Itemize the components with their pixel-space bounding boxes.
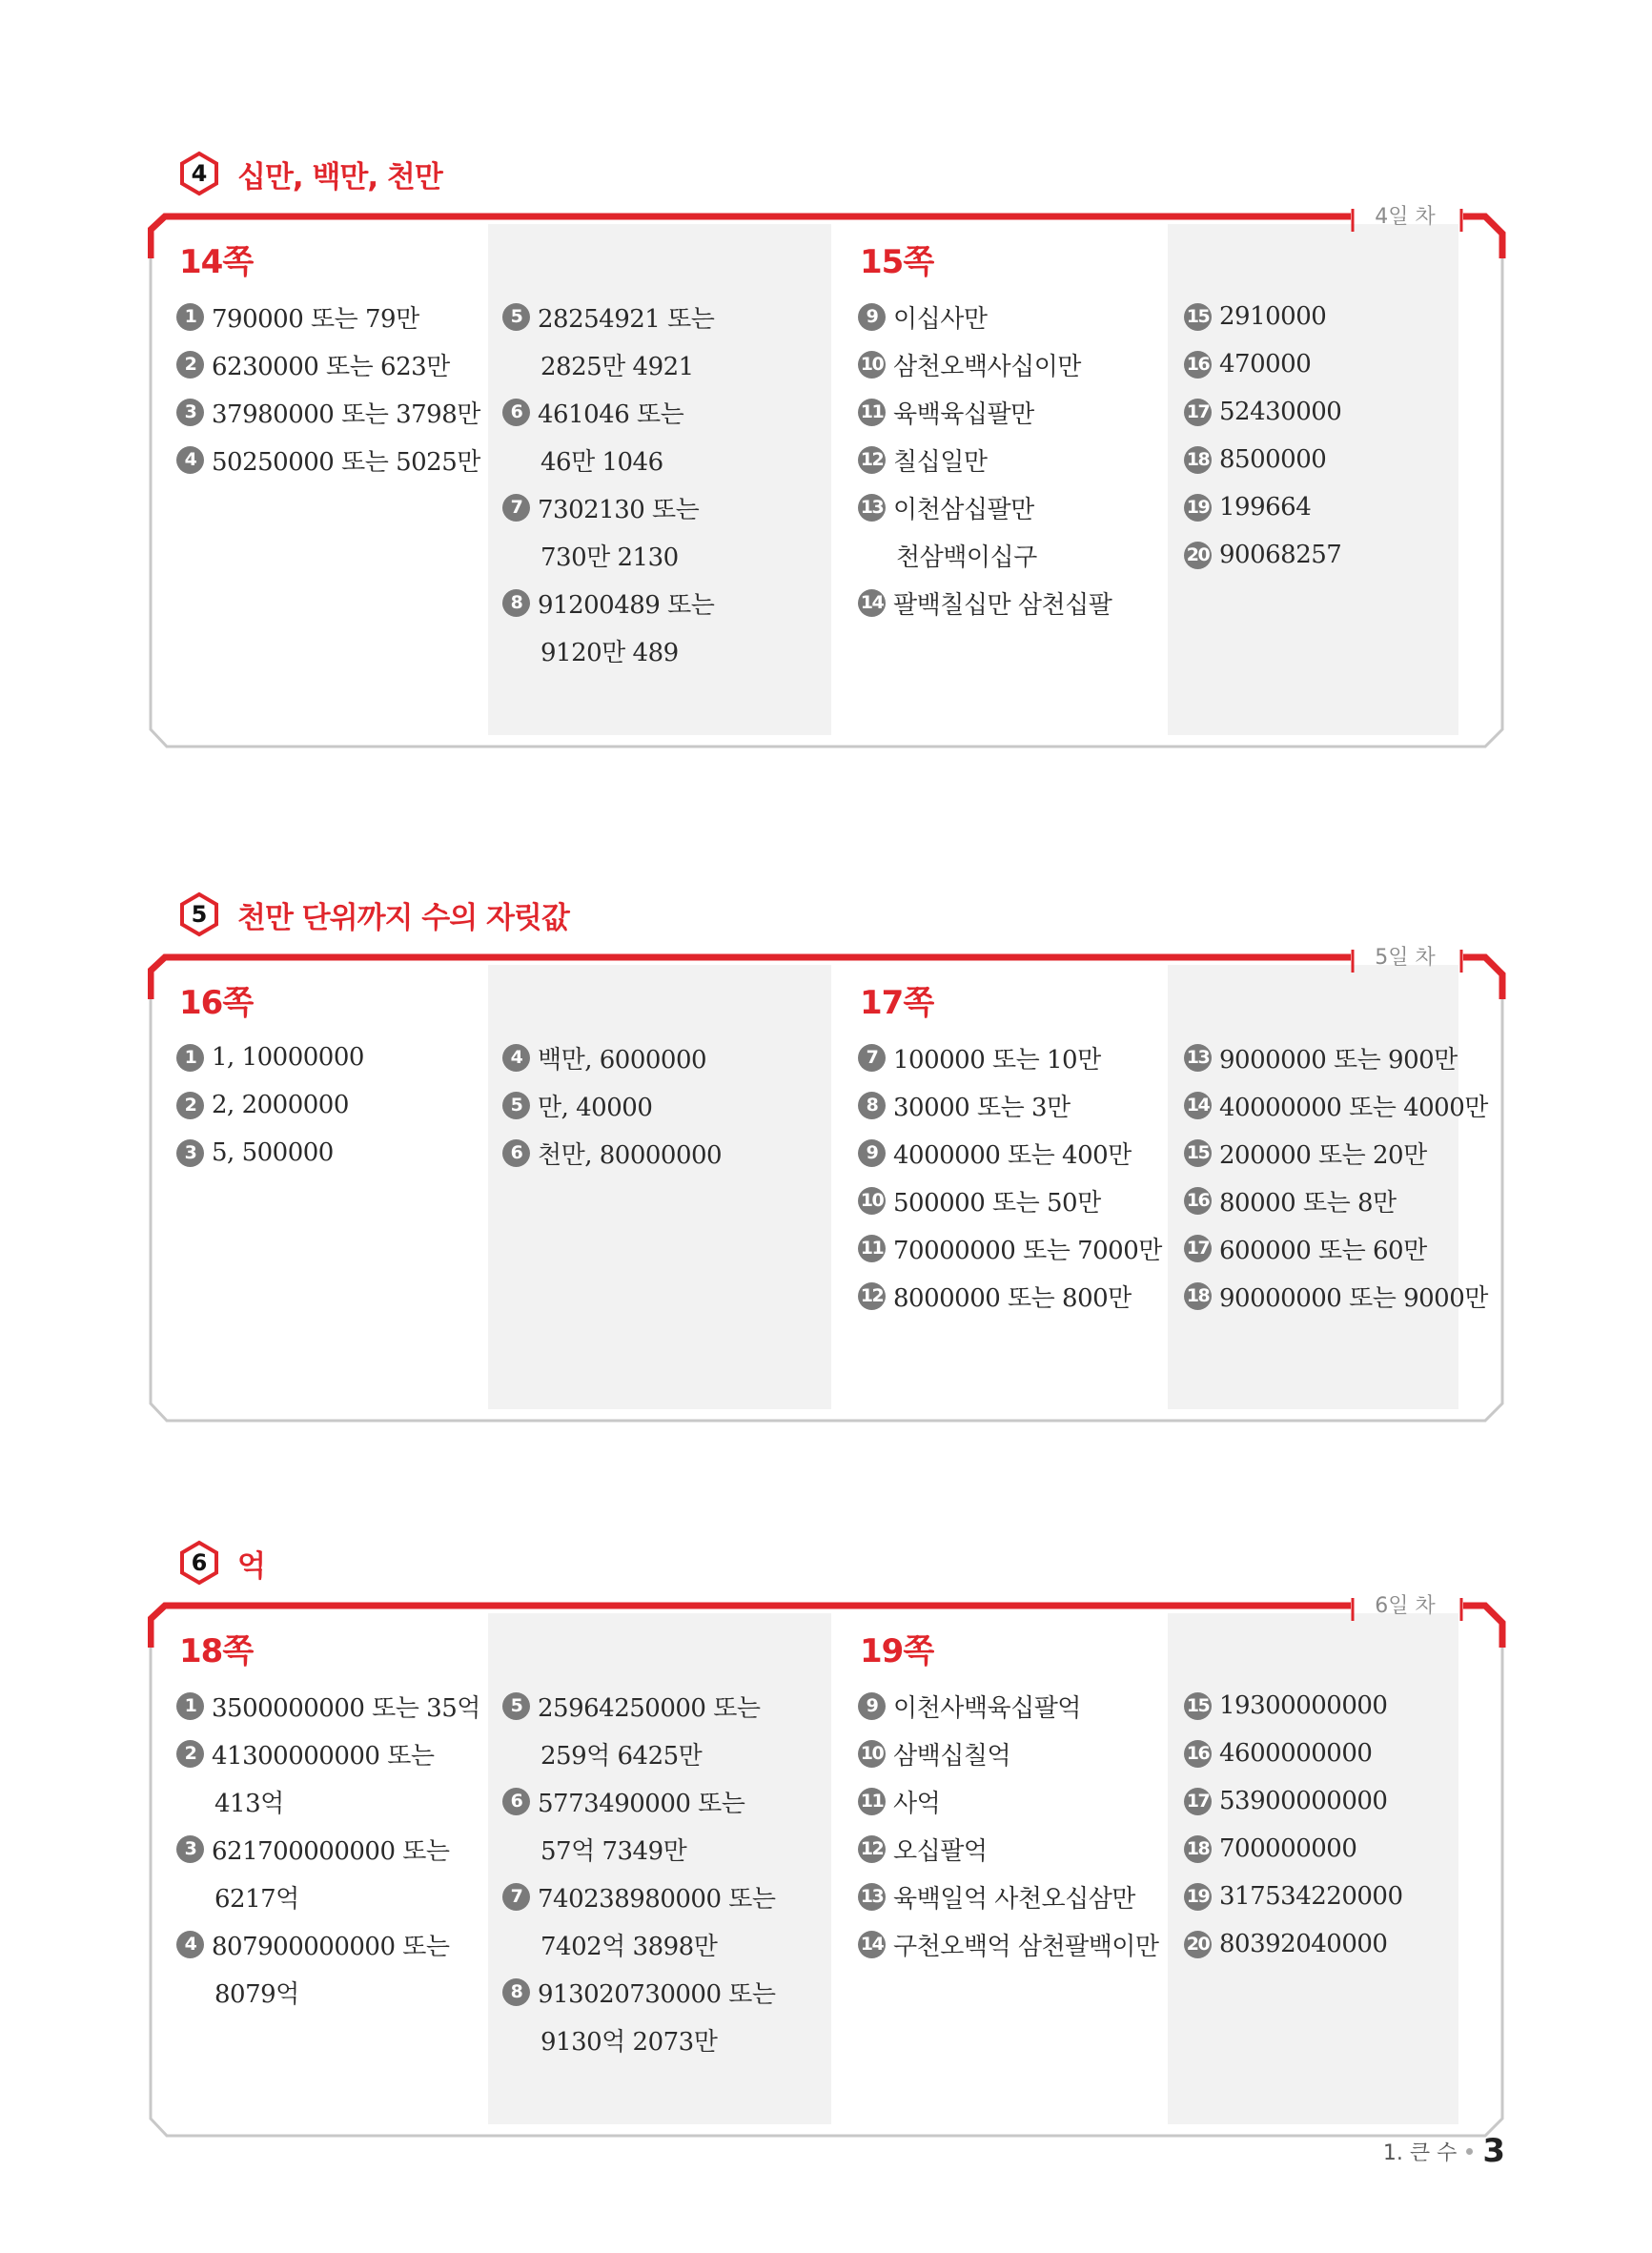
answer-text: 500000 또는 50만 (893, 1188, 1101, 1218)
answer-item (176, 1777, 480, 1825)
answer-item (858, 436, 1112, 483)
question-number-badge: 11 (858, 1235, 886, 1262)
answer-item (1184, 1873, 1403, 1920)
answer-item (1184, 436, 1341, 483)
hexagon-number-icon (176, 1540, 222, 1586)
answer-text: 이천사백육십팔억 (893, 1693, 1081, 1723)
answer-item (502, 293, 714, 340)
answer-text: 70000000 또는 7000만 (893, 1236, 1162, 1265)
answer-text: 2, 2000000 (212, 1091, 349, 1119)
answer-item (1184, 1777, 1403, 1825)
answer-item (502, 483, 714, 531)
answer-item (502, 626, 714, 674)
answer-text: 90000000 또는 9000만 (1219, 1283, 1488, 1313)
answer-text: 9000000 또는 900만 (1219, 1045, 1458, 1075)
answer-item (176, 1034, 364, 1081)
answer-text: 200000 또는 20만 (1219, 1140, 1427, 1170)
chapter-label: 1. 큰 수 (1382, 2140, 1458, 2165)
answer-text: 470000 (1219, 350, 1312, 379)
answer-item (858, 579, 1112, 626)
answer-item (176, 293, 480, 340)
answer-text: 100000 또는 10만 (893, 1045, 1101, 1075)
answer-item (176, 1920, 480, 1968)
answer-section-5 (0, 889, 1652, 1432)
answer-text: 40000000 또는 4000만 (1219, 1093, 1488, 1122)
answer-column (1184, 1682, 1403, 1968)
question-number-badge: 3 (176, 1835, 204, 1863)
question-number-badge: 7 (858, 1044, 886, 1072)
answer-text: 육백일억 사천오십삼만 (893, 1884, 1135, 1914)
answer-column (858, 1682, 1159, 1968)
answer-text: 700000000 (1219, 1834, 1357, 1863)
answer-text: 790000 또는 79만 (212, 304, 419, 334)
answer-column (176, 1682, 480, 2016)
answer-text: 5773490000 또는 (538, 1789, 745, 1818)
question-number-badge: 9 (858, 303, 886, 331)
answer-text: 317534220000 (1219, 1882, 1403, 1911)
page-label: 18쪽 (179, 1632, 254, 1670)
question-number-badge: 4 (176, 1931, 204, 1958)
question-number-badge: 18 (1184, 446, 1212, 474)
answer-text: 1, 10000000 (212, 1043, 364, 1072)
question-number-badge: 16 (1184, 351, 1212, 379)
question-number-badge: 7 (502, 494, 530, 522)
question-number-badge: 7 (502, 1883, 530, 1911)
answer-text: 칠십일만 (893, 447, 988, 477)
answer-text: 90068257 (1219, 541, 1342, 569)
answer-item (502, 531, 714, 579)
answer-item (1184, 1272, 1488, 1320)
day-label: 6일 차 (1375, 1593, 1436, 1618)
question-number-badge: 15 (1184, 303, 1212, 331)
answer-text: 91200489 또는 (538, 590, 715, 620)
day-label: 5일 차 (1375, 945, 1436, 970)
page-label: 15쪽 (860, 243, 934, 281)
question-number-badge: 14 (1184, 1092, 1212, 1119)
question-number-badge: 8 (858, 1092, 886, 1119)
page-number: 3 (1482, 2132, 1505, 2170)
answer-item (502, 340, 714, 388)
answer-item (176, 388, 480, 436)
question-number-badge: 12 (858, 1282, 886, 1310)
question-number-badge: 19 (1184, 1883, 1212, 1911)
answer-item (502, 1920, 776, 1968)
answer-item (858, 483, 1112, 531)
question-number-badge: 16 (1184, 1740, 1212, 1768)
answer-item (502, 436, 714, 483)
answer-text: 28254921 또는 (538, 304, 715, 334)
question-number-badge: 14 (858, 589, 886, 617)
answer-item (176, 1081, 364, 1129)
section-number: 4 (191, 160, 208, 187)
answer-text: 52430000 (1219, 398, 1342, 426)
answer-item (858, 1873, 1159, 1920)
question-number-badge: 12 (858, 1835, 886, 1863)
question-number-badge: 8 (502, 589, 530, 617)
answer-item (858, 1777, 1159, 1825)
answer-text: 600000 또는 60만 (1219, 1236, 1427, 1265)
answer-text: 팔백칠십만 삼천십팔 (893, 590, 1112, 620)
answer-column (1184, 1034, 1488, 1320)
answer-item (502, 388, 714, 436)
answer-text: 37980000 또는 3798만 (212, 399, 480, 429)
answer-item (1184, 1825, 1403, 1873)
answer-item (1184, 388, 1341, 436)
answer-item (502, 1825, 776, 1873)
answer-item (1184, 1224, 1488, 1272)
question-number-badge: 6 (502, 399, 530, 426)
answer-text: 9120만 489 (540, 638, 679, 667)
question-number-badge: 13 (1184, 1044, 1212, 1072)
answer-text: 5, 500000 (212, 1138, 334, 1167)
question-number-badge: 11 (858, 1788, 886, 1815)
answer-text: 오십팔억 (893, 1836, 988, 1866)
answer-column (502, 293, 714, 674)
question-number-badge: 9 (858, 1692, 886, 1720)
answer-column (176, 1034, 364, 1177)
question-number-badge: 18 (1184, 1282, 1212, 1310)
question-number-badge: 10 (858, 351, 886, 379)
answer-text: 807900000000 또는 (212, 1932, 450, 1961)
answer-text: 80392040000 (1219, 1930, 1388, 1958)
answer-text: 730만 2130 (540, 543, 679, 572)
answer-text: 50250000 또는 5025만 (212, 447, 480, 477)
answer-item (858, 1224, 1162, 1272)
question-number-badge: 12 (858, 446, 886, 474)
question-number-badge: 1 (176, 1044, 204, 1072)
question-number-badge: 14 (858, 1931, 886, 1958)
answer-text: 7302130 또는 (538, 495, 700, 524)
answer-text: 육백육십팔만 (893, 399, 1034, 429)
answer-item (858, 293, 1112, 340)
section-heading (176, 148, 442, 199)
question-number-badge: 5 (502, 1692, 530, 1720)
question-number-badge: 13 (858, 494, 886, 522)
page-label: 17쪽 (860, 984, 934, 1022)
section-title: 억 (237, 1548, 265, 1584)
question-number-badge: 10 (858, 1187, 886, 1215)
answer-text: 만, 40000 (538, 1093, 653, 1122)
answer-text: 25964250000 또는 (538, 1693, 761, 1723)
answer-item (858, 388, 1112, 436)
answer-item (858, 1825, 1159, 1873)
answer-text: 41300000000 또는 (212, 1741, 435, 1771)
answer-column (502, 1682, 776, 2063)
answer-text: 이천삼십팔만 (893, 495, 1034, 524)
answer-item (502, 1968, 776, 2016)
answer-column (858, 293, 1112, 626)
answer-text: 199664 (1219, 493, 1312, 522)
answer-item (1184, 1081, 1488, 1129)
answer-text: 621700000000 또는 (212, 1836, 450, 1866)
answer-text: 80000 또는 8만 (1219, 1188, 1397, 1218)
page-label: 19쪽 (860, 1632, 934, 1670)
question-number-badge: 18 (1184, 1835, 1212, 1863)
answer-item (502, 1129, 722, 1177)
answer-item (176, 1129, 364, 1177)
question-number-badge: 3 (176, 399, 204, 426)
question-number-badge: 1 (176, 303, 204, 331)
question-number-badge: 6 (502, 1788, 530, 1815)
answer-item (858, 1920, 1159, 1968)
question-number-badge: 5 (502, 1092, 530, 1119)
answer-text: 이십사만 (893, 304, 988, 334)
answer-item (1184, 340, 1341, 388)
question-number-badge: 17 (1184, 1235, 1212, 1262)
answer-item (1184, 483, 1341, 531)
question-number-badge: 17 (1184, 1788, 1212, 1815)
answer-item (858, 1081, 1162, 1129)
answer-text: 259억 6425만 (540, 1741, 703, 1771)
question-number-badge: 4 (502, 1044, 530, 1072)
answer-item (502, 1034, 722, 1081)
answer-text: 천삼백이십구 (896, 543, 1037, 572)
answer-text: 913020730000 또는 (538, 1979, 776, 2009)
question-number-badge: 10 (858, 1740, 886, 1768)
answer-text: 8500000 (1219, 445, 1327, 474)
question-number-badge: 2 (176, 1740, 204, 1768)
answer-text: 삼천오백사십이만 (893, 352, 1081, 381)
question-number-badge: 11 (858, 399, 886, 426)
answer-item (1184, 1682, 1403, 1730)
answer-text: 413억 (214, 1789, 284, 1818)
answer-text: 백만, 6000000 (538, 1045, 707, 1075)
answer-item (1184, 1034, 1488, 1081)
answer-item (176, 1682, 480, 1730)
question-number-badge: 15 (1184, 1139, 1212, 1167)
answer-text: 6217억 (214, 1884, 299, 1914)
question-number-badge: 3 (176, 1139, 204, 1167)
answer-text: 30000 또는 3만 (893, 1093, 1071, 1122)
question-number-badge: 2 (176, 1092, 204, 1119)
answer-column (176, 293, 480, 483)
page-label: 14쪽 (179, 243, 254, 281)
hexagon-number-icon (176, 151, 222, 196)
question-number-badge: 9 (858, 1139, 886, 1167)
answer-item (176, 1730, 480, 1777)
answer-item (502, 1730, 776, 1777)
answer-column (1184, 293, 1341, 579)
answer-text: 57억 7349만 (540, 1836, 687, 1866)
answer-item (858, 1129, 1162, 1177)
answer-text: 삼백십칠억 (893, 1741, 1011, 1771)
page-footer (1383, 2132, 1505, 2170)
answer-text: 2910000 (1219, 302, 1327, 331)
question-number-badge: 5 (502, 303, 530, 331)
answer-text: 2825만 4921 (540, 352, 694, 381)
answer-text: 4000000 또는 400만 (893, 1140, 1132, 1170)
section-title: 천만 단위까지 수의 자릿값 (237, 900, 569, 935)
answer-item (858, 531, 1112, 579)
section-number: 6 (191, 1549, 208, 1576)
question-number-badge: 19 (1184, 494, 1212, 522)
answer-item (858, 1730, 1159, 1777)
page-label: 16쪽 (179, 984, 254, 1022)
question-number-badge: 13 (858, 1883, 886, 1911)
question-number-badge: 4 (176, 446, 204, 474)
answer-item (1184, 293, 1341, 340)
question-number-badge: 8 (502, 1978, 530, 2006)
answer-text: 740238980000 또는 (538, 1884, 776, 1914)
hexagon-number-icon (176, 891, 222, 937)
answer-text: 천만, 80000000 (538, 1140, 723, 1170)
section-title: 십만, 백만, 천만 (237, 159, 442, 195)
answer-text: 8000000 또는 800만 (893, 1283, 1132, 1313)
question-number-badge: 6 (502, 1139, 530, 1167)
answer-item (502, 2016, 776, 2063)
section-heading (176, 1537, 265, 1588)
answer-item (858, 340, 1112, 388)
answer-text: 8079억 (214, 1979, 299, 2009)
section-heading (176, 889, 569, 940)
answer-item (1184, 1730, 1403, 1777)
question-number-badge: 20 (1184, 1931, 1212, 1958)
answer-text: 6230000 또는 623만 (212, 352, 450, 381)
answer-column (502, 1034, 722, 1177)
answer-text: 46만 1046 (540, 447, 663, 477)
answer-item (502, 1777, 776, 1825)
answer-text: 9130억 2073만 (540, 2027, 718, 2057)
answer-item (1184, 531, 1341, 579)
answer-item (502, 579, 714, 626)
answer-item (1184, 1129, 1488, 1177)
answer-item (176, 1825, 480, 1873)
question-number-badge: 2 (176, 351, 204, 379)
answer-item (502, 1873, 776, 1920)
answer-item (858, 1272, 1162, 1320)
answer-item (176, 1968, 480, 2016)
answer-text: 3500000000 또는 35억 (212, 1693, 480, 1723)
section-number: 5 (191, 901, 208, 928)
answer-item (176, 340, 480, 388)
answer-item (1184, 1920, 1403, 1968)
answer-text: 4600000000 (1219, 1739, 1373, 1768)
answer-item (176, 436, 480, 483)
question-number-badge: 16 (1184, 1187, 1212, 1215)
separator-dot-icon (1466, 2148, 1473, 2155)
answer-text: 7402억 3898만 (540, 1932, 718, 1961)
answer-item (502, 1682, 776, 1730)
answer-item (176, 1873, 480, 1920)
answer-text: 구천오백억 삼천팔백이만 (893, 1932, 1159, 1961)
answer-text: 461046 또는 (538, 399, 684, 429)
answer-item (858, 1682, 1159, 1730)
answer-item (502, 1081, 722, 1129)
question-number-badge: 1 (176, 1692, 204, 1720)
answer-column (858, 1034, 1162, 1320)
question-number-badge: 15 (1184, 1692, 1212, 1720)
day-label: 4일 차 (1375, 204, 1436, 229)
answer-section-6 (0, 1537, 1652, 2080)
answer-text: 19300000000 (1219, 1691, 1388, 1720)
question-number-badge: 17 (1184, 399, 1212, 426)
answer-item (858, 1034, 1162, 1081)
answer-text: 53900000000 (1219, 1787, 1388, 1815)
answer-item (1184, 1177, 1488, 1224)
answer-section-4 (0, 148, 1652, 691)
answer-item (858, 1177, 1162, 1224)
question-number-badge: 20 (1184, 542, 1212, 569)
answer-text: 사억 (893, 1789, 941, 1818)
